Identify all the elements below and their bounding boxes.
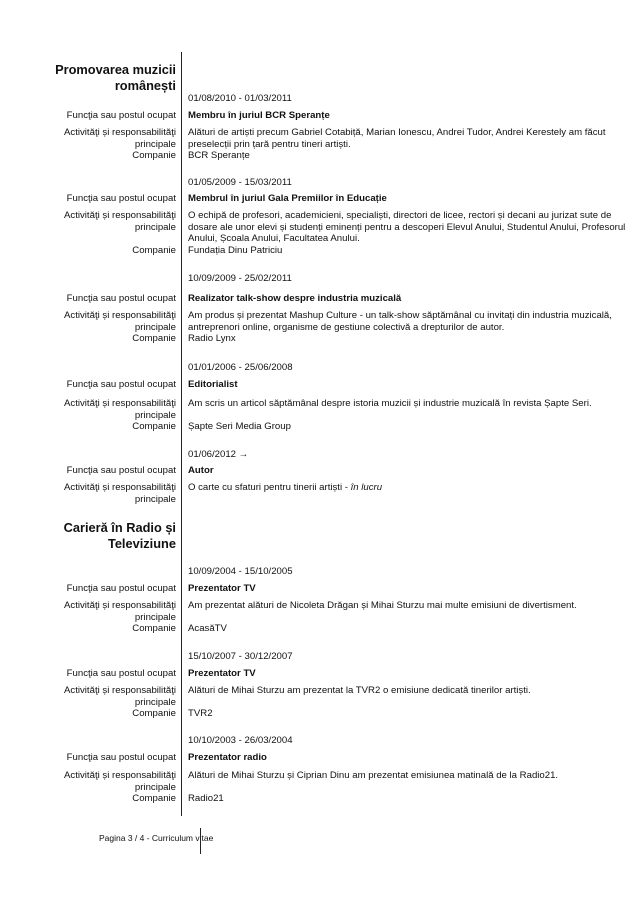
company-label: Companie — [132, 150, 176, 161]
activities-label: Activităţi și responsabilităţi — [64, 310, 176, 321]
entry-company: Radio Lynx — [188, 333, 236, 344]
entry-role: Prezentator TV — [188, 668, 256, 679]
section-heading-cariera — [64, 520, 176, 552]
entry-role: Realizator talk-show despre industria muzicală — [188, 293, 402, 304]
company-label: Companie — [132, 623, 176, 634]
entry-activities-line: Alături de artiști precum Gabriel Cotabiță, Marian Ionescu, Andrei Tudor, Andrei Kerestely am făcut — [188, 127, 606, 138]
entry-activities-line: Alături de Mihai Sturzu am prezentat la TVR2 o emisiune dedicată tinerilor artiști. — [188, 685, 531, 696]
role-label: Funcţia sau postul ocupat — [66, 379, 176, 390]
role-label: Funcţia sau postul ocupat — [66, 293, 176, 304]
entry-dates: 10/09/2009 - 25/02/2011 — [188, 273, 292, 284]
activities-text: O carte cu sfaturi pentru tinerii artiști - — [188, 482, 351, 493]
entry-activities-line: Am scris un articol săptămânal despre istoria muzicii și industrie muzicală în revista Șapte Seri. — [188, 398, 592, 409]
activities-label-2: principale — [134, 139, 176, 150]
entry-activities-line: Am produs și prezentat Mashup Culture - un talk-show săptămânal cu invitați din industria muzicală, — [188, 310, 612, 321]
activities-label: Activităţi și responsabilităţi — [64, 482, 176, 493]
entry-activities-line: Anului, Școala Anului, Facultatea Anului. — [188, 233, 360, 244]
company-label: Companie — [132, 245, 176, 256]
role-label: Funcţia sau postul ocupat — [66, 668, 176, 679]
activities-label: Activităţi și responsabilităţi — [64, 770, 176, 781]
section-heading-line: românești — [114, 78, 176, 93]
entry-activities-line — [188, 482, 382, 494]
activities-label-2: principale — [134, 782, 176, 793]
role-label: Funcţia sau postul ocupat — [66, 583, 176, 594]
company-label: Companie — [132, 421, 176, 432]
entry-company: Radio21 — [188, 793, 224, 804]
activities-label-2: principale — [134, 410, 176, 421]
activities-label-2: principale — [134, 322, 176, 333]
entry-dates: 01/05/2009 - 15/03/2011 — [188, 177, 292, 188]
activities-label-2: principale — [134, 494, 176, 505]
section-heading-promovarea — [55, 62, 176, 94]
entry-company: AcasăTV — [188, 623, 227, 634]
entry-activities-line: Am prezentat alături de Nicoleta Drăgan și Mihai Sturzu mai multe emisiuni de divertisment. — [188, 600, 577, 611]
activities-label-2: principale — [134, 697, 176, 708]
entry-activities-line: O echipă de profesori, academicieni, specialiști, directori de licee, rectori și decani au jurizat sute de — [188, 210, 612, 221]
entry-role: Prezentator radio — [188, 752, 267, 763]
page-footer: Pagina 3 / 4 - Curriculum vitae — [99, 833, 214, 843]
entry-role: Autor — [188, 465, 214, 476]
role-label: Funcţia sau postul ocupat — [66, 752, 176, 763]
entry-company: Fundația Dinu Patriciu — [188, 245, 283, 256]
entry-activities-line: Alături de Mihai Sturzu și Ciprian Dinu am prezentat emisiunea matinală de la Radio21. — [188, 770, 559, 781]
company-label: Companie — [132, 708, 176, 719]
entry-company: TVR2 — [188, 708, 213, 719]
section-heading-line: Televiziune — [107, 536, 176, 551]
role-label: Funcţia sau postul ocupat — [66, 110, 176, 121]
entry-role: Membrul în juriul Gala Premiilor în Educație — [188, 193, 387, 204]
entry-role: Editorialist — [188, 379, 238, 390]
activities-label: Activităţi și responsabilităţi — [64, 398, 176, 409]
activities-label: Activităţi și responsabilităţi — [64, 127, 176, 138]
entry-company: Șapte Seri Media Group — [188, 421, 291, 432]
section-heading-line: Promovarea muzicii — [55, 62, 176, 77]
activities-label: Activităţi și responsabilităţi — [64, 600, 176, 611]
role-label: Funcţia sau postul ocupat — [66, 465, 176, 476]
entry-role: Membru în juriul BCR Speranțe — [188, 110, 330, 121]
activities-label-2: principale — [134, 612, 176, 623]
column-divider — [181, 52, 182, 816]
activities-status: în lucru — [350, 482, 383, 493]
activities-label: Activităţi și responsabilităţi — [64, 685, 176, 696]
entry-activities-line: dosare ale unor elevi și studenți eminenți pentru a descoperi Elevul Anului, Studentul Anului, Profesorul — [188, 222, 626, 233]
role-label: Funcţia sau postul ocupat — [66, 193, 176, 204]
entry-dates: 01/01/2006 - 25/06/2008 — [188, 362, 293, 373]
company-label: Companie — [132, 793, 176, 804]
entry-dates: 10/10/2003 - 26/03/2004 — [188, 735, 293, 746]
entry-dates: 15/10/2007 - 30/12/2007 — [188, 651, 293, 662]
entry-dates: 01/08/2010 - 01/03/2011 — [188, 93, 292, 104]
entry-dates: 01/06/2012 → — [188, 449, 249, 460]
company-label: Companie — [132, 333, 176, 344]
section-heading-line: Carieră în Radio și — [63, 520, 176, 535]
entry-role: Prezentator TV — [188, 583, 256, 594]
entry-activities-line: preselecții prin țară pentru tineri artiști. — [188, 139, 351, 150]
activities-label-2: principale — [134, 222, 176, 233]
entry-dates: 10/09/2004 - 15/10/2005 — [188, 566, 293, 577]
entry-company: BCR Speranțe — [188, 150, 250, 161]
entry-activities-line: antreprenori online, organisme de gestiune colectivă a drepturilor de autor. — [188, 322, 505, 333]
activities-label: Activităţi și responsabilităţi — [64, 210, 176, 221]
footer-divider — [200, 828, 201, 854]
